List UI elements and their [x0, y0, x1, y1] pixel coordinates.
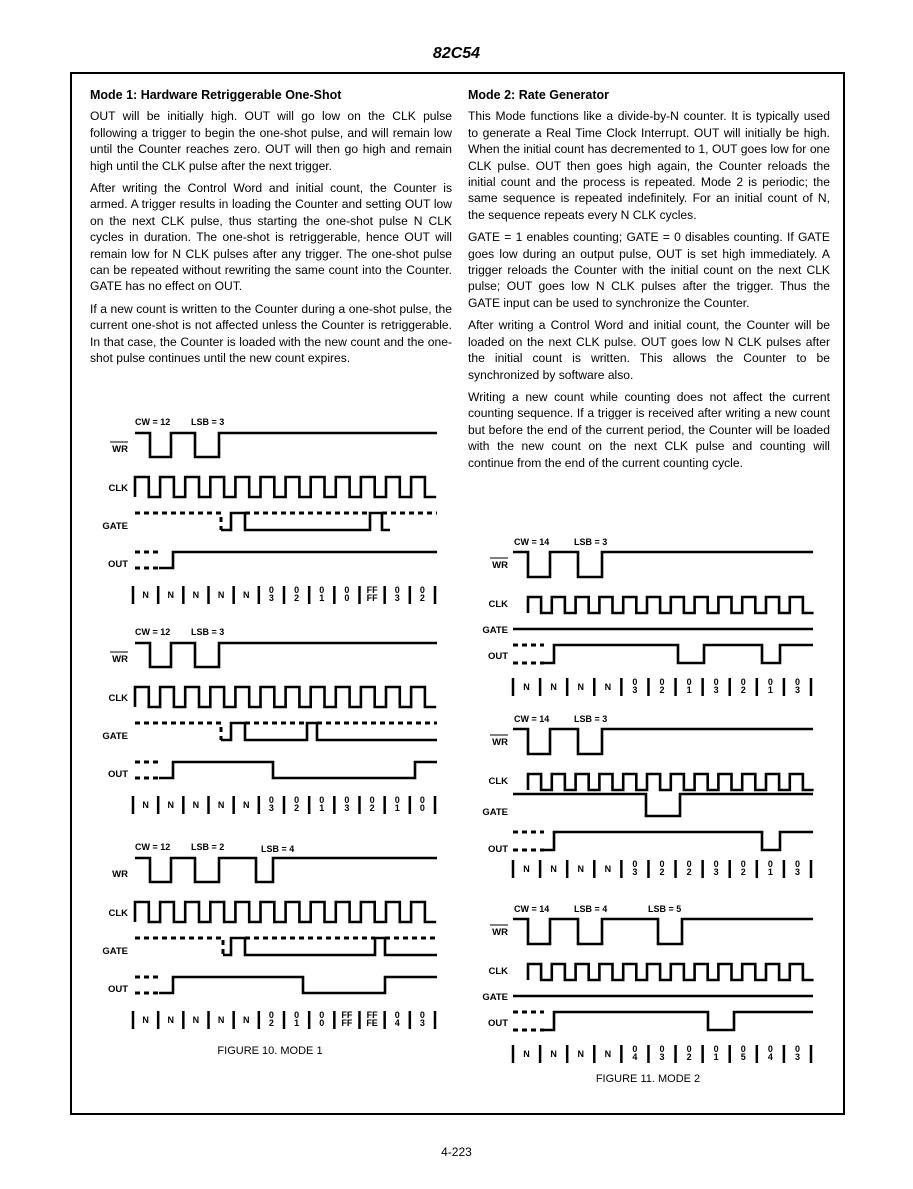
count-value: 0 1: [294, 1010, 300, 1028]
mode2-heading: Mode 2: Rate Generator: [468, 88, 610, 102]
count-value: N: [217, 590, 225, 600]
mode1-timing-diagram-2: [95, 625, 445, 820]
count-value: N: [523, 682, 530, 692]
gate-label: GATE: [482, 625, 508, 636]
count-value: 0 3: [268, 795, 274, 813]
count-value: N: [243, 1015, 250, 1025]
wr-label: WR: [112, 444, 128, 455]
mode1-paragraph: OUT will be initially high. OUT will go low on the CLK pulse following a trigger to begin the one-shot pulse, and will remain low until the Counter reaches zero. OUT will then go high and remain high until the CLK pulse after the next trigger.: [90, 109, 452, 173]
gate-waveform: [221, 513, 390, 530]
count-value: N: [577, 864, 584, 874]
out-waveform: [544, 832, 813, 850]
lsb-label: LSB = 5: [648, 904, 682, 914]
clk-waveform: [528, 964, 814, 980]
count-value: 0 1: [319, 585, 325, 603]
out-label: OUT: [487, 844, 508, 855]
clk-waveform: [528, 774, 814, 790]
wr-waveform: [135, 643, 437, 667]
clk-waveform: [528, 597, 814, 613]
out-label: OUT: [107, 559, 128, 570]
count-value: N: [604, 1049, 612, 1059]
count-value: 0 3: [794, 859, 800, 877]
clk-label: CLK: [488, 599, 508, 610]
count-value: 0 3: [794, 677, 800, 695]
count-value: N: [523, 864, 530, 874]
count-value: 0 1: [713, 1044, 719, 1062]
count-value: N: [577, 1049, 584, 1059]
count-value: 0 3: [632, 859, 638, 877]
out-waveform: [159, 552, 437, 568]
gate-waveform: [221, 723, 437, 740]
count-value: N: [577, 682, 584, 692]
count-value: 0 2: [369, 795, 375, 813]
page-header: 82C54: [432, 45, 481, 62]
count-value: N: [167, 1015, 174, 1025]
count-value: 0 3: [659, 1044, 665, 1062]
wr-label: WR: [492, 560, 508, 571]
count-value: N: [217, 1015, 225, 1025]
mode1-section: [90, 87, 452, 373]
mode1-paragraph: If a new count is written to the Counter during a one-shot pulse, the current one-shot is not affected unless the Counter is retriggerable. In that case, the Counter is loaded with the new count and the one-shot pulse continues until the new count expires.: [90, 301, 452, 366]
count-value: N: [243, 800, 250, 810]
count-value: 0 3: [268, 585, 274, 603]
clk-waveform: [135, 687, 436, 707]
lsb-label: LSB = 3: [574, 714, 608, 724]
out-label: OUT: [487, 651, 508, 662]
clk-waveform: [135, 902, 436, 922]
count-value: 0 2: [419, 585, 425, 603]
count-value: FF FF: [366, 585, 378, 603]
count-value: 0 5: [740, 1044, 746, 1062]
lsb-label: LSB = 3: [191, 417, 225, 427]
count-value: 0 2: [659, 859, 665, 877]
count-value: 0 3: [713, 859, 719, 877]
wr-label: WR: [112, 869, 128, 880]
count-value: 0 2: [659, 677, 665, 695]
wr-label: WR: [112, 654, 128, 665]
gate-waveform: [135, 938, 223, 955]
count-value: 0 2: [740, 859, 746, 877]
gate-label: GATE: [482, 992, 508, 1003]
cw-label: CW = 12: [135, 842, 171, 852]
count-value: 0 2: [294, 795, 300, 813]
count-value: N: [604, 864, 612, 874]
gate-waveform: [135, 513, 221, 530]
mode2-paragraph: This Mode functions like a divide-by-N counter. It is typically used to generate a Real Time Clock Interrupt. OUT will initially be high. When the initial count has decremented to 1, OUT goes low for one CLK pulse. OUT then goes high again, the Counter reloads the initial count and the process is repeated. Mode 2 is periodic; the same sequence is repeated indefinitely. For an initial count of N, the sequence repeats every N CLK cycles.: [468, 109, 830, 222]
cw-label: CW = 12: [135, 417, 171, 427]
figure10-caption: FIGURE 10. MODE 1: [217, 1045, 323, 1057]
count-value: N: [523, 1049, 530, 1059]
count-value: 0 3: [794, 1044, 800, 1062]
mode2-paragraph: GATE = 1 enables counting; GATE = 0 disables counting. If GATE goes low during an output pulse, OUT is set high immediately. A trigger reloads the Counter with the initial count on the next CLK pulse; OUT goes low N CLK pulses after the trigger. Thus the GATE input can be used to synchronize the Counter.: [468, 230, 830, 310]
cw-label: CW = 14: [514, 537, 550, 547]
cw-label: CW = 14: [514, 714, 550, 724]
count-value: 0 1: [767, 677, 773, 695]
wr-waveform: [513, 729, 813, 754]
wr-label: WR: [492, 927, 508, 938]
wr-waveform: [513, 552, 813, 577]
count-value: N: [142, 800, 149, 810]
gate-waveform: [223, 938, 437, 955]
gate-waveform: [513, 794, 813, 816]
out-label: OUT: [107, 984, 128, 995]
count-value: 0 1: [394, 795, 400, 813]
count-value: N: [217, 800, 225, 810]
clk-label: CLK: [488, 966, 508, 977]
clk-waveform: [135, 477, 436, 497]
lsb-label: LSB = 2: [191, 842, 225, 852]
wr-waveform: [135, 858, 437, 882]
count-value: N: [167, 590, 174, 600]
wr-waveform: [513, 919, 813, 944]
count-value: 0 0: [419, 795, 425, 813]
count-value: N: [550, 1049, 557, 1059]
count-value: 0 4: [394, 1010, 400, 1028]
out-waveform: [159, 977, 437, 993]
mode2-section: [468, 87, 830, 477]
clk-label: CLK: [108, 908, 128, 919]
count-value: FF FE: [366, 1010, 378, 1028]
gate-waveform: [135, 723, 221, 740]
mode1-paragraph: After writing the Control Word and initial count, the Counter is armed. A trigger results in loading the Counter and setting OUT low on the next CLK pulse, thus starting the one-shot pulse N CLK cycles in duration. The one-shot is retriggerable, hence OUT will remain low for N CLK pulses after any trigger. The one-shot pulse can be repeated without rewriting the same count into the Counter. GATE has no effect on OUT.: [90, 181, 452, 294]
page-number: 4-223: [441, 1145, 472, 1159]
mode2-paragraph: After writing a Control Word and initial count, the Counter will be loaded on the next CLK pulse. OUT goes low N CLK pulses after the initial count is written. This allows the Counter to be synchronized by software also.: [468, 318, 830, 382]
mode1-timing-diagram-3: [95, 840, 445, 1035]
figure11-caption: FIGURE 11. MODE 2: [595, 1073, 701, 1085]
lsb-label: LSB = 4: [261, 844, 295, 854]
count-value: 0 2: [294, 585, 300, 603]
count-value: 0 0: [319, 1010, 325, 1028]
out-waveform: [159, 762, 437, 778]
gate-label: GATE: [102, 521, 128, 532]
count-value: 0 3: [419, 1010, 425, 1028]
gate-label: GATE: [482, 807, 508, 818]
mode2-timing-diagram-2: [478, 712, 818, 897]
count-value: 0 2: [686, 859, 692, 877]
count-value: 0 2: [686, 1044, 692, 1062]
cw-label: CW = 12: [135, 627, 171, 637]
lsb-label: LSB = 4: [574, 904, 608, 914]
count-value: 0 0: [344, 585, 350, 603]
count-value: N: [142, 590, 149, 600]
out-waveform: [544, 1012, 813, 1030]
count-value: 0 3: [344, 795, 350, 813]
count-value: N: [243, 590, 250, 600]
mode2-timing-diagram-1: [478, 535, 818, 705]
count-value: 0 2: [268, 1010, 274, 1028]
mode2-timing-diagram-3: [478, 902, 818, 1072]
wr-waveform: [135, 433, 437, 457]
lsb-label: LSB = 3: [574, 537, 608, 547]
out-waveform: [544, 645, 813, 663]
count-value: 0 1: [319, 795, 325, 813]
count-value: 0 4: [632, 1044, 638, 1062]
count-value: N: [142, 1015, 149, 1025]
out-label: OUT: [107, 769, 128, 780]
count-value: 0 4: [767, 1044, 773, 1062]
wr-label: WR: [492, 737, 508, 748]
mode1-timing-diagram-1: [95, 415, 445, 610]
count-value: N: [167, 800, 174, 810]
clk-label: CLK: [488, 776, 508, 787]
count-value: N: [192, 800, 200, 810]
count-value: N: [550, 682, 557, 692]
count-value: N: [192, 590, 200, 600]
count-value: 0 1: [767, 859, 773, 877]
count-value: FF FF: [341, 1010, 353, 1028]
count-value: N: [192, 1015, 200, 1025]
count-value: 0 2: [740, 677, 746, 695]
count-value: 0 3: [632, 677, 638, 695]
lsb-label: LSB = 3: [191, 627, 225, 637]
gate-label: GATE: [102, 731, 128, 742]
count-value: 0 3: [394, 585, 400, 603]
clk-label: CLK: [108, 483, 128, 494]
clk-label: CLK: [108, 693, 128, 704]
cw-label: CW = 14: [514, 904, 550, 914]
count-value: 0 3: [713, 677, 719, 695]
mode1-heading: Mode 1: Hardware Retriggerable One-Shot: [90, 88, 342, 102]
count-value: N: [550, 864, 557, 874]
count-value: N: [604, 682, 612, 692]
gate-label: GATE: [102, 946, 128, 957]
mode2-paragraph: Writing a new count while counting does not affect the current counting sequence. If a trigger is received after writing a new count but before the end of the current period, the Counter will be loaded with the new count on the next CLK pulse and counting will continue from the end of the current counting cycle.: [468, 389, 830, 470]
out-label: OUT: [487, 1018, 508, 1029]
count-value: 0 1: [686, 677, 692, 695]
